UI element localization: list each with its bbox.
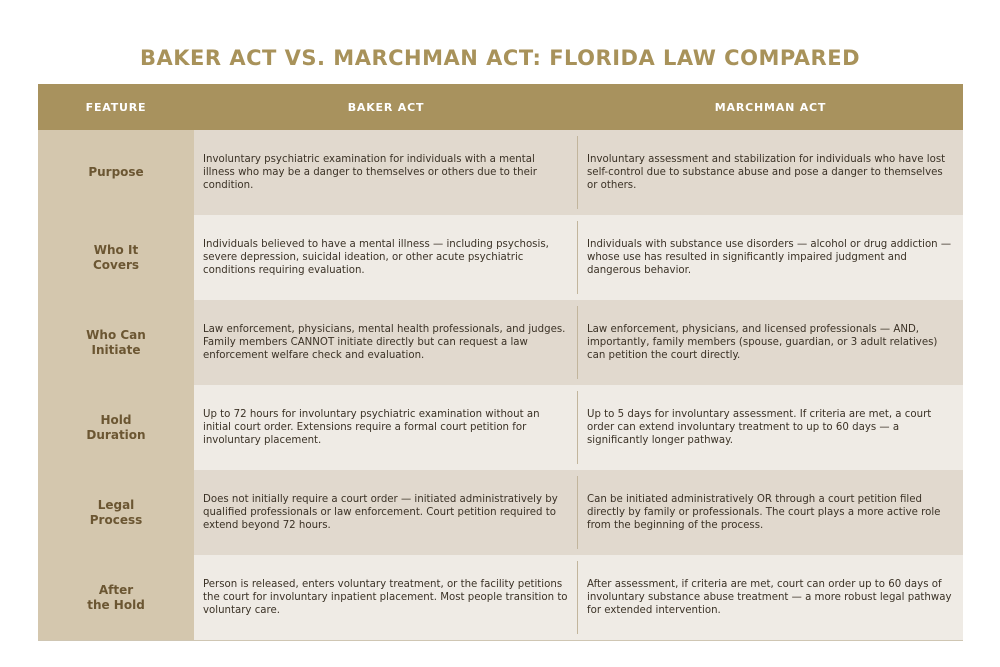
baker-act-cell: Individuals believed to have a mental illness — including psychosis, severe depression, suicidal ideation, or other acute psychiatric conditions requiring evaluation. xyxy=(194,215,578,300)
baker-act-cell: Law enforcement, physicians, mental health professionals, and judges. Family members CANNOT initiate directly but can request a law enforcement welfare check and evaluation. xyxy=(194,300,578,385)
feature-label: Legal Process xyxy=(38,470,194,555)
baker-act-cell: Involuntary psychiatric examination for individuals with a mental illness who may be a danger to themselves or others due to their condition. xyxy=(194,130,578,215)
table-header xyxy=(38,84,963,130)
marchman-act-cell: After assessment, if criteria are met, court can order up to 60 days of involuntary substance abuse treatment — a more robust legal pathway for extended intervention. xyxy=(578,555,963,640)
table-row xyxy=(38,130,963,215)
marchman-act-cell: Involuntary assessment and stabilization for individuals who have lost self-control due to substance abuse and pose a danger to themselves or others. xyxy=(578,130,963,215)
feature-label: Hold Duration xyxy=(38,385,194,470)
header-baker-act: BAKER ACT xyxy=(347,100,425,114)
feature-label: After the Hold xyxy=(38,555,194,640)
marchman-act-cell: Individuals with substance use disorders — alcohol or drug addiction — whose use has resulted in significantly impaired judgment and dangerous behavior. xyxy=(578,215,963,300)
table-row xyxy=(38,555,963,640)
baker-act-cell: Person is released, enters voluntary treatment, or the facility petitions the court for involuntary inpatient placement. Most people transition to voluntary care. xyxy=(194,555,578,640)
feature-label: Who It Covers xyxy=(38,215,194,300)
feature-label: Purpose xyxy=(38,130,194,215)
header-marchman-act: MARCHMAN ACT xyxy=(714,100,827,114)
table-row xyxy=(38,300,963,385)
marchman-act-cell: Can be initiated administratively OR through a court petition filed directly by family or professionals. The court plays a more active role from the beginning of the process. xyxy=(578,470,963,555)
baker-act-cell: Up to 72 hours for involuntary psychiatric examination without an initial court order. Extensions require a formal court petition for involuntary placement. xyxy=(194,385,578,470)
marchman-act-cell: Law enforcement, physicians, and licensed professionals — AND, importantly, family members (spouse, guardian, or 3 adult relatives) can petition the court directly. xyxy=(578,300,963,385)
baker-act-cell: Does not initially require a court order — initiated administratively by qualified professionals or law enforcement. Court petition required to extend beyond 72 hours. xyxy=(194,470,578,555)
comparison-table xyxy=(38,84,963,641)
table-row xyxy=(38,470,963,555)
feature-label: Who Can Initiate xyxy=(38,300,194,385)
page-title: BAKER ACT VS. MARCHMAN ACT: FLORIDA LAW COMPARED xyxy=(139,46,860,70)
table-row xyxy=(38,385,963,470)
header-feature: FEATURE xyxy=(85,100,147,114)
marchman-act-cell: Up to 5 days for involuntary assessment. If criteria are met, a court order can extend involuntary treatment to up to 60 days — a significantly longer pathway. xyxy=(578,385,963,470)
table-row xyxy=(38,215,963,300)
